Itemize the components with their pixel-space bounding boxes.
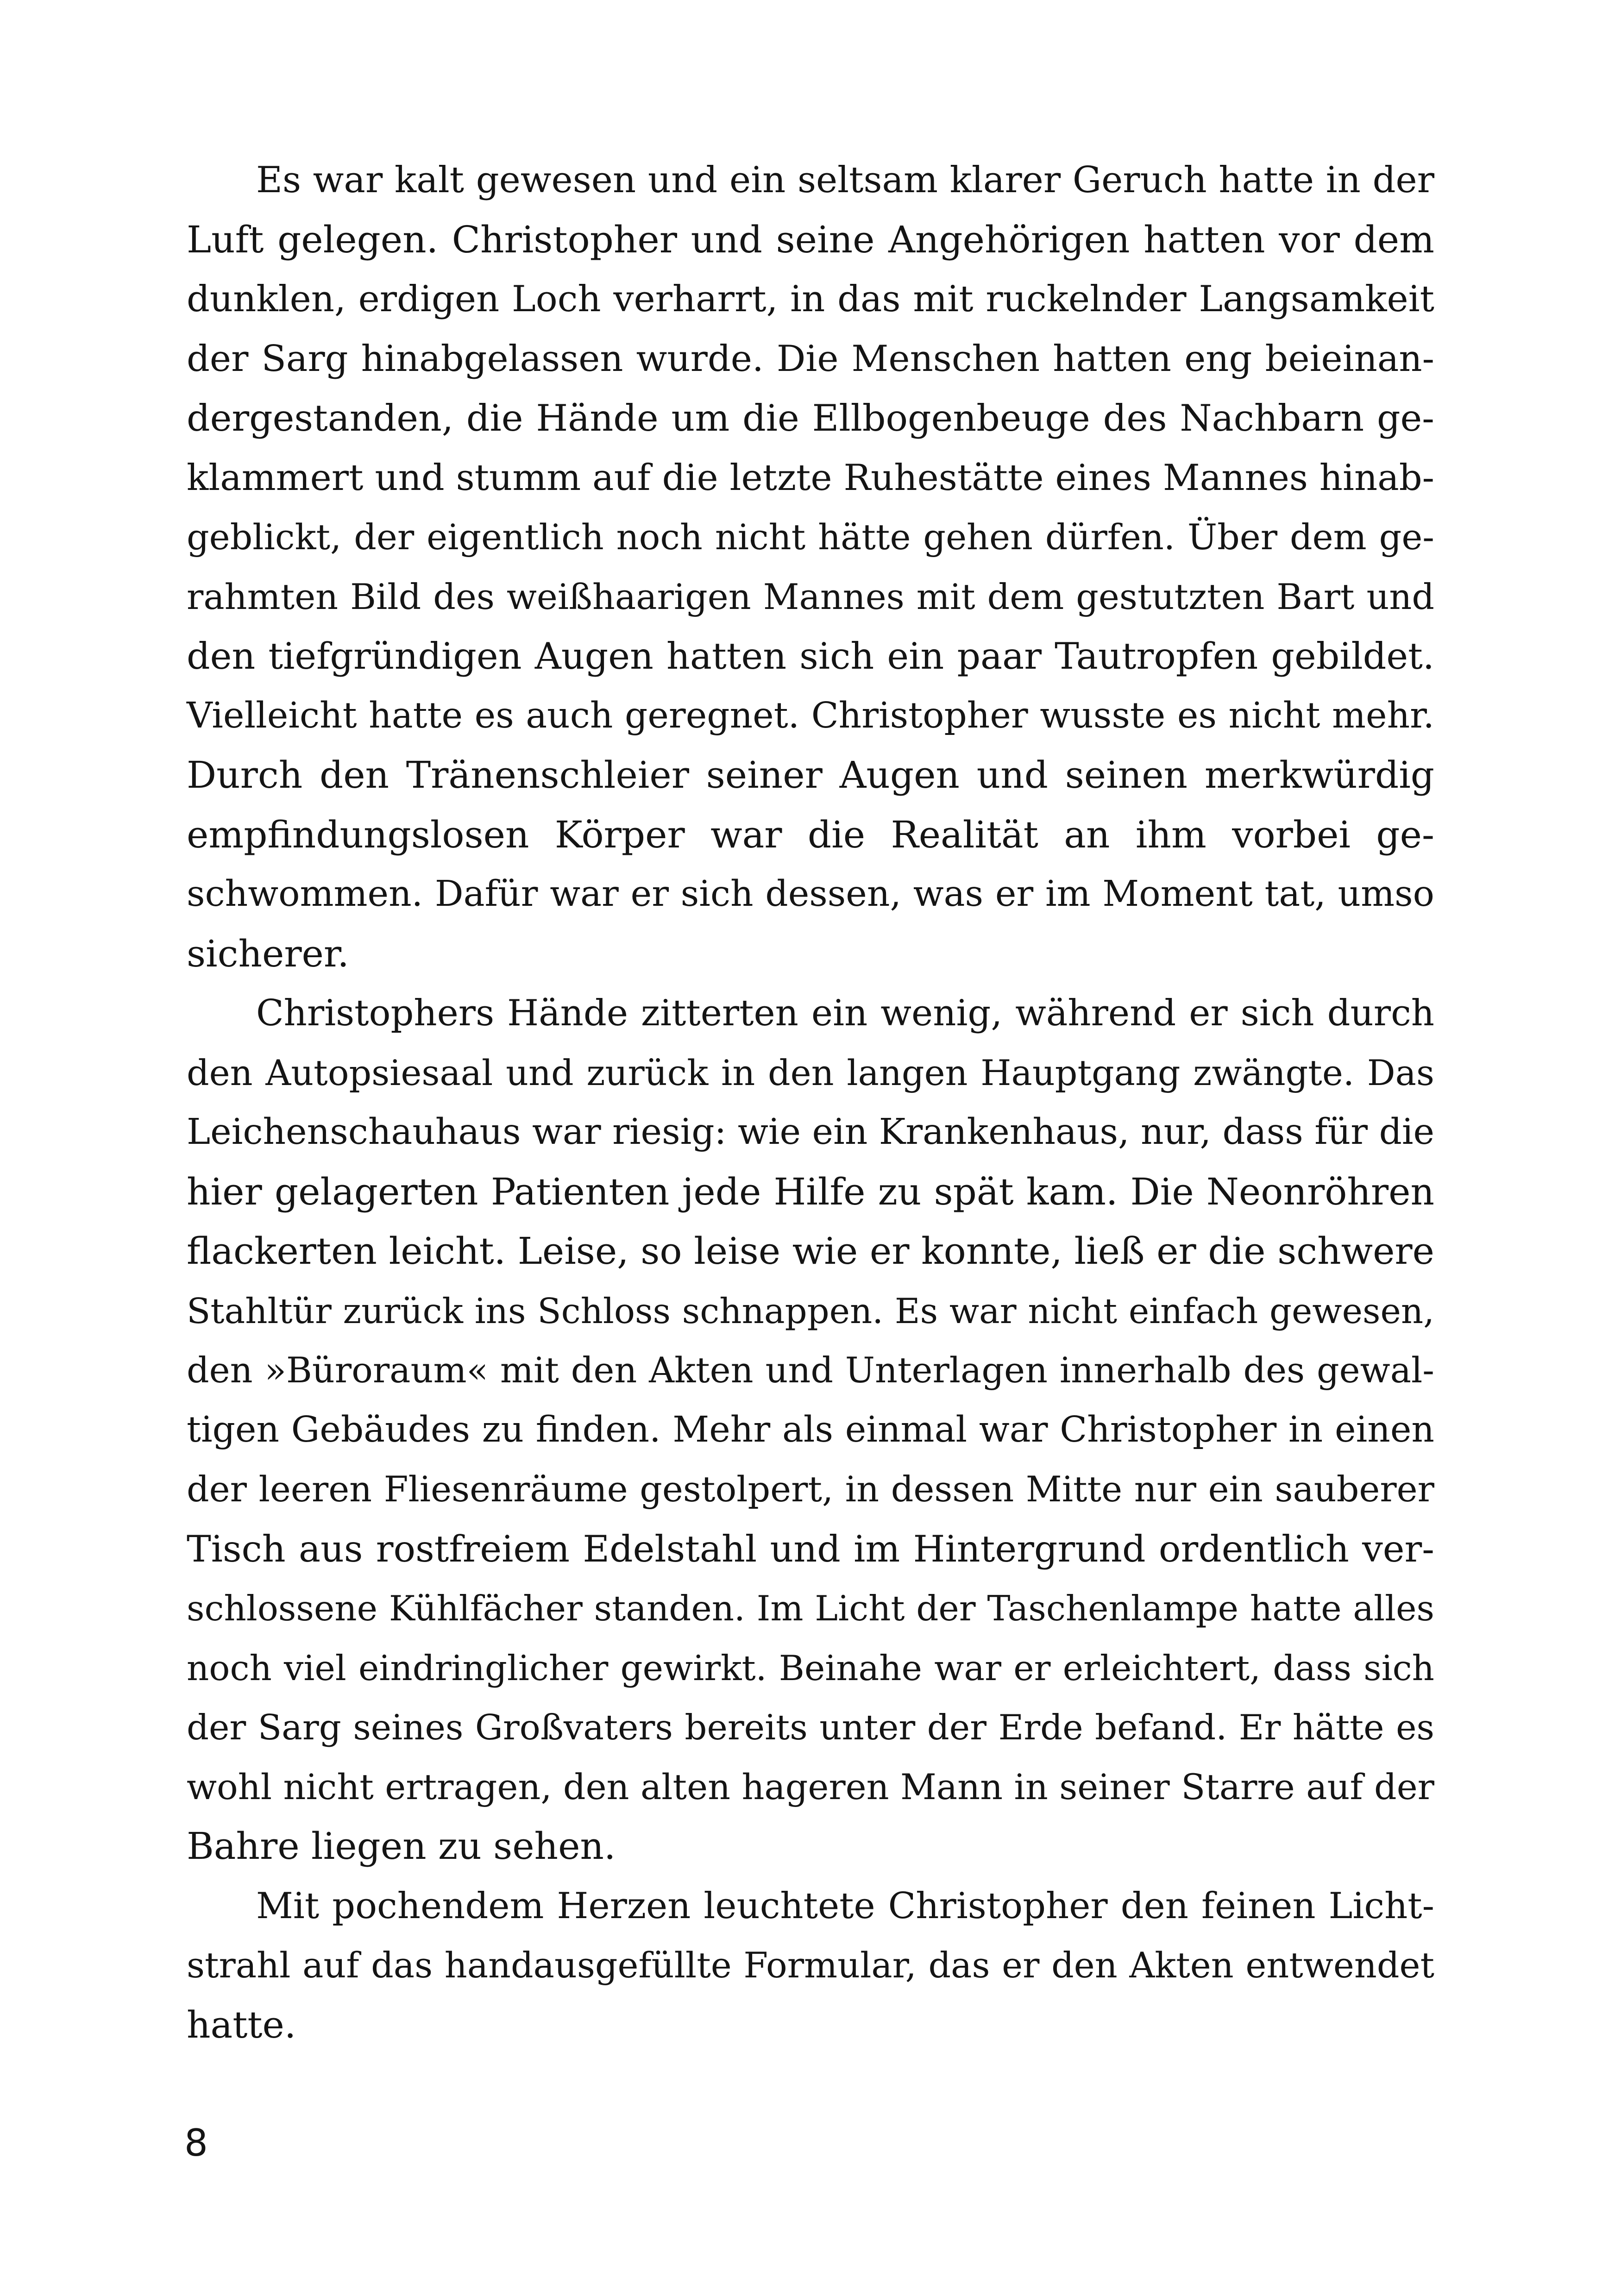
text-line: geblickt, der eigentlich noch nicht hätte gehen dürfen. Über dem ge- [187, 516, 1434, 558]
text-line: den Autopsiesaal und zurück in den langen Hauptgang zwängte. Das [187, 1052, 1434, 1093]
text-line: Luft gelegen. Christopher und seine Angehörigen hatten vor dem [187, 218, 1434, 261]
text-line: dergestanden, die Hände um die Ellbogenbeuge des Nachbarn ge- [187, 397, 1434, 439]
page-number: 8 [184, 2121, 208, 2164]
text-line: hatte. [187, 2003, 296, 2046]
paragraph [187, 1876, 1434, 2055]
text-line: rahmten Bild des weißhaarigen Mannes mit dem gestutzten Bart und [187, 576, 1434, 617]
paragraph [187, 151, 1434, 984]
text-line: Stahltür zurück ins Schloss schnappen. Es war nicht einfach gewesen, [187, 1290, 1434, 1331]
text-line: Durch den Tränenschleier seiner Augen und seinen merkwürdig [187, 753, 1434, 797]
paragraph [187, 984, 1434, 1876]
text-line: Bahre liegen zu sehen. [187, 1825, 616, 1868]
text-line: Christophers Hände zitterten ein wenig, während er sich durch [256, 992, 1434, 1034]
text-line: Tisch aus rostfreiem Edelstahl und im Hintergrund ordentlich ver- [187, 1527, 1434, 1570]
text-line: empfindungslosen Körper war die Realität an ihm vorbei ge- [187, 813, 1434, 856]
text-line: strahl auf das handausgefüllte Formular, das er den Akten entwendet [187, 1945, 1434, 1986]
text-line: Leichenschauhaus war riesig: wie ein Krankenhaus, nur, dass für die [187, 1111, 1435, 1153]
text-line: Es war kalt gewesen und ein seltsam klarer Geruch hatte in der [256, 159, 1434, 201]
text-line: klammert und stumm auf die letzte Ruhestätte eines Mannes hinab- [187, 457, 1434, 499]
text-line: tigen Gebäudes zu finden. Mehr als einmal war Christopher in einen [187, 1409, 1434, 1450]
text-line: der Sarg hinabgelassen wurde. Die Menschen hatten eng beieinan- [187, 338, 1434, 380]
text-line: Mit pochendem Herzen leuchtete Christopher den feinen Licht- [256, 1885, 1434, 1927]
text-line: den tiefgründigen Augen hatten sich ein paar Tautropfen gebildet. [187, 635, 1434, 678]
text-line: wohl nicht ertragen, den alten hageren Mann in seiner Starre auf der [187, 1766, 1434, 1807]
text-line: den »Büroraum« mit den Akten und Unterlagen innerhalb des gewal- [187, 1349, 1434, 1391]
text-line: der leeren Fliesenräume gestolpert, in dessen Mitte nur ein sauberer [187, 1468, 1434, 1510]
text-line: schlossene Kühlfächer standen. Im Licht der Taschenlampe hatte alles [187, 1588, 1434, 1629]
text-line: hier gelagerten Patienten jede Hilfe zu spät kam. Die Neonröhren [187, 1170, 1434, 1213]
text-line: Vielleicht hatte es auch geregnet. Christopher wusste es nicht mehr. [187, 695, 1434, 736]
text-line: dunklen, erdigen Loch verharrt, in das mit ruckelnder Langsamkeit [187, 278, 1434, 320]
body-text [187, 151, 1434, 2055]
text-line: der Sarg seines Großvaters bereits unter der Erde befand. Er hätte es [187, 1707, 1434, 1748]
text-line: noch viel eindringlicher gewirkt. Beinahe war er erleichtert, dass sich [187, 1647, 1434, 1688]
text-line: schwommen. Dafür war er sich dessen, was er im Moment tat, umso [187, 873, 1434, 915]
text-line: flackerten leicht. Leise, so leise wie er konnte, ließ er die schwere [187, 1230, 1434, 1273]
text-line: sicherer. [187, 932, 349, 975]
